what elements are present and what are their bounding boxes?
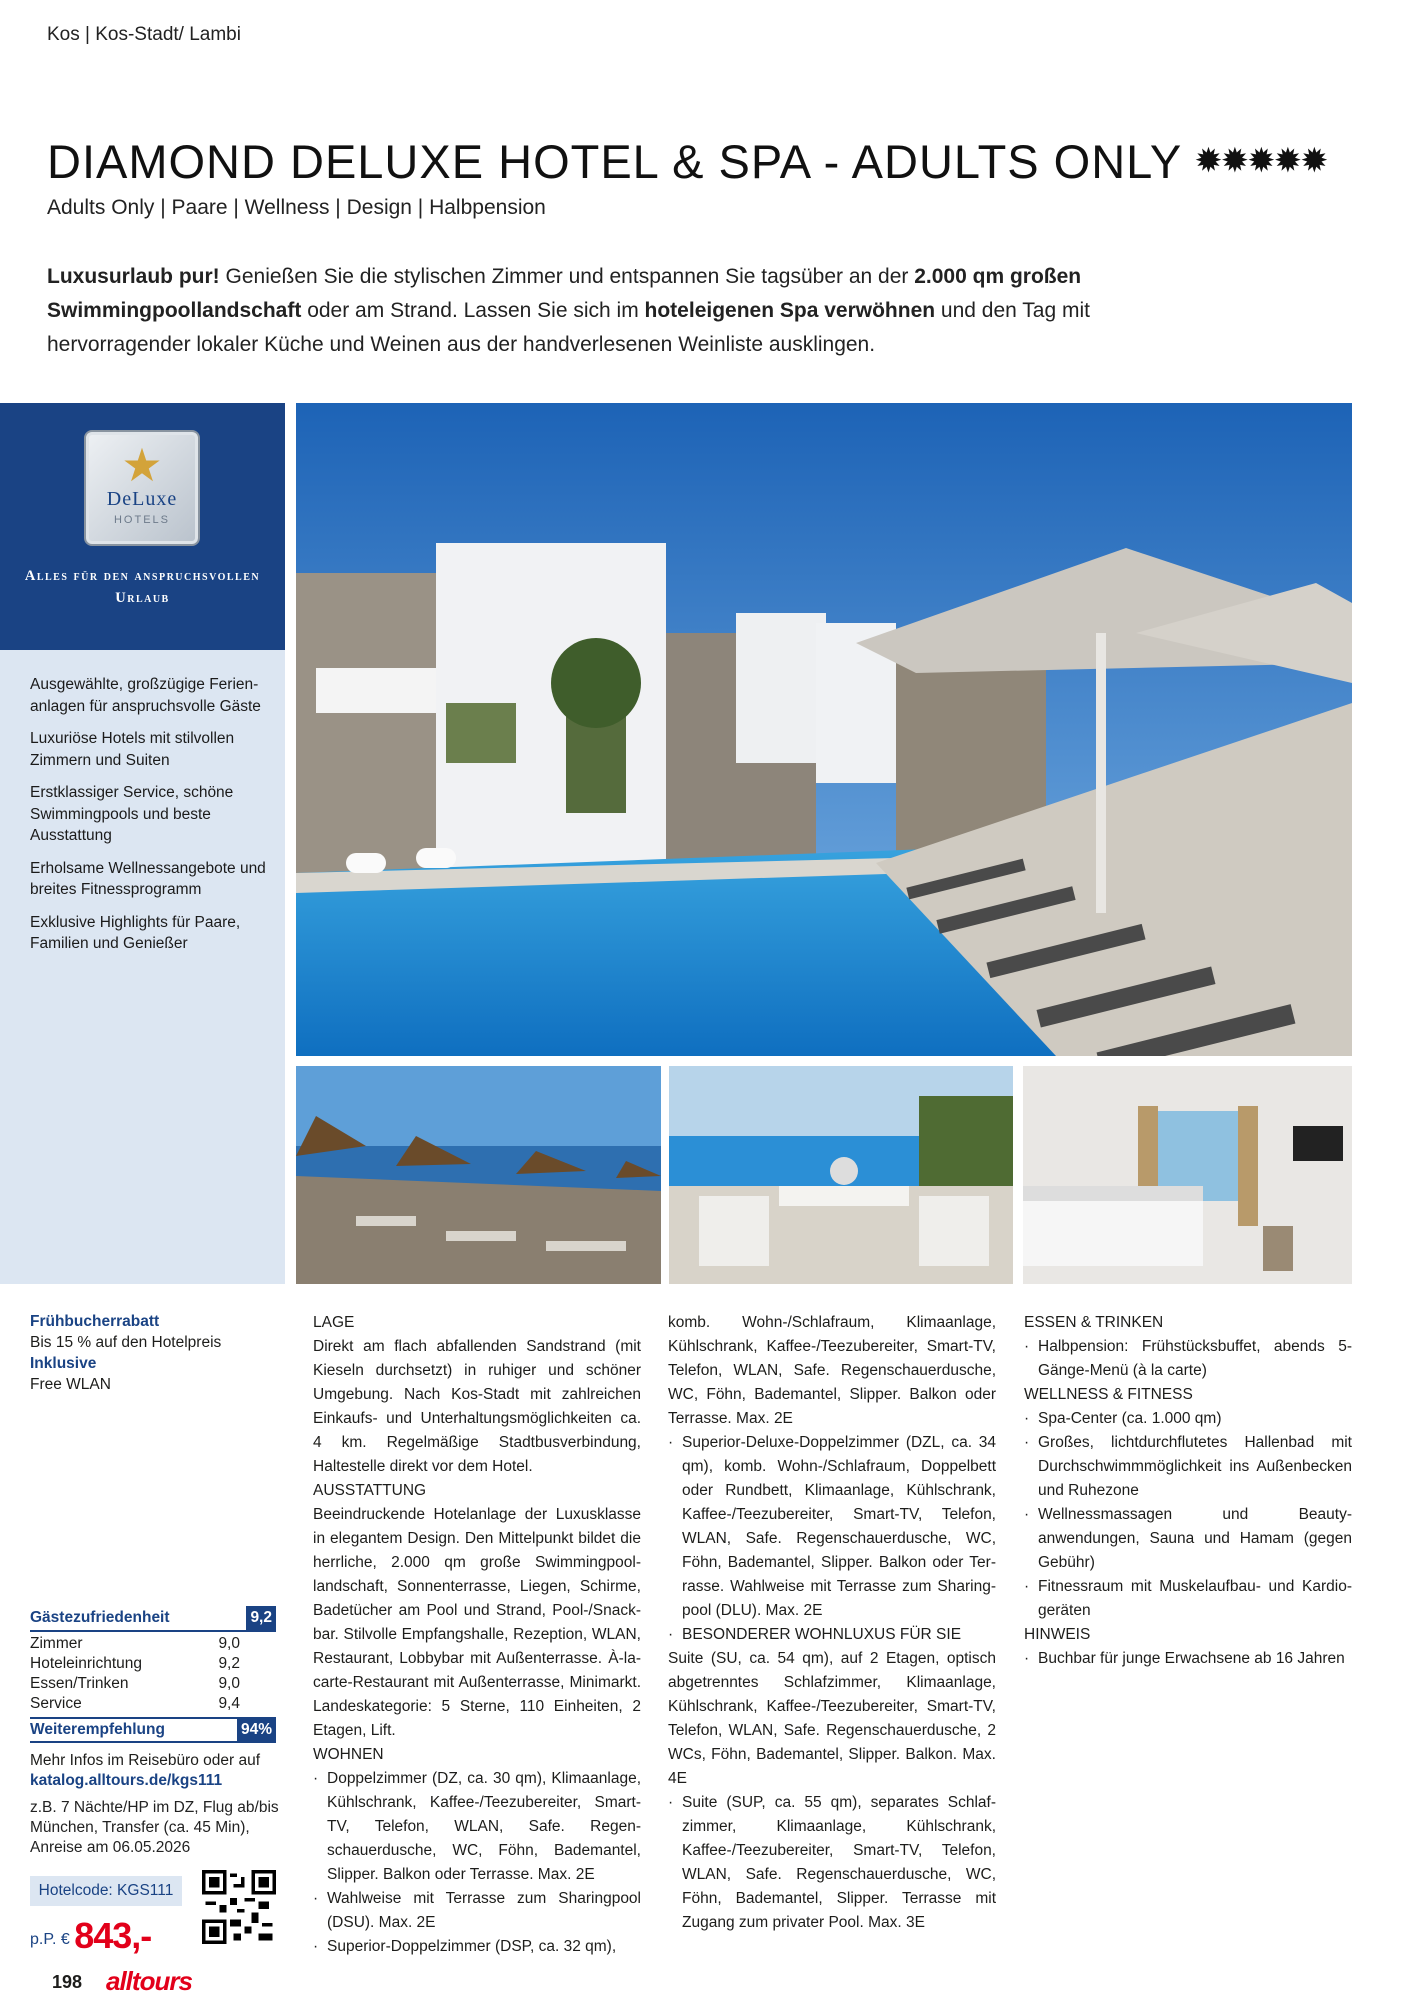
ausstattung-text: Beeindruckende Hotelanlage der Luxusklasse in elegantem Design. Den Mittelpunkt bildet die herrliche, 2.000 qm große Swimmingpoollandschaft, Sonnenterrasse, Liegen, Schirme, Badetücher am Pool und Strand, Pool-/Snackbar. Stilvolle Empfangshalle, Rezeption, WLAN, Restaurant, Lobbybar mit Außenterrasse. À-la-carte-Restaurant mit Außenterrasse, Minimarkt. Landeskategorie: 5 Sterne, 110 Einheiten, 2 Etagen, Lift. — [313, 1506, 641, 1739]
recommend-label: Weiterempfehlung — [30, 1721, 165, 1738]
recommend-value: 94% — [237, 1719, 276, 1741]
hinweis-item: · Buchbar für junge Erwachsene ab 16 Jahren — [1024, 1647, 1352, 1671]
rating-row — [30, 1654, 276, 1674]
section-heading-wohnen: WOHNEN — [313, 1746, 384, 1763]
intro-text-1: Genießen Sie die stylischen Zimmer und entspannen Sie tagsüber an der — [219, 265, 915, 288]
details-column-2 — [668, 1311, 996, 1935]
feature-item: Exklusive Highlights für Paare, Familien und Genießer — [30, 913, 241, 952]
wellness-item: · Wellnessmassagen und Beautyanwendungen, Sauna und Hamam (gegen Gebühr) — [1024, 1503, 1352, 1575]
room-item: · Doppelzimmer (DZ, ca. 30 qm), Klimaanlage, Kühlschrank, Kaffee-/Teezubereiter, Smart-TV, Telefon, WLAN, Safe. Regenschauerdusche, WC, Föhn, Bademantel, Slipper. Balkon oder Terrasse. Max. 2E — [313, 1767, 641, 1887]
suite-item: Suite (SU, ca. 54 qm), auf 2 Etagen, optisch abgetrenntes Schlafzimmer, Klimaanlage, Kühlschrank, Kaffee-/Teezubereiter, Smart-TV, Telefon, WLAN, Safe. Regenschauerdusche, 2 WCs, Föhn, Bademantel, Slipper. Balkon. Max. 4E — [668, 1650, 996, 1787]
hotel-code: Hotelcode: KGS111 — [30, 1876, 182, 1906]
inclusive-text: Free WLAN — [30, 1376, 111, 1393]
rating-value: 9,0 — [218, 1635, 240, 1652]
more-info — [30, 1751, 280, 1791]
intro-text-2: oder am Strand. Lassen Sie sich im — [301, 299, 645, 322]
deluxe-logo-name: DeLuxe — [106, 488, 178, 510]
room-item: · Superior-Doppelzimmer (DSP, ca. 32 qm), — [313, 1935, 641, 1959]
qr-code-icon[interactable] — [202, 1870, 276, 1944]
rating-row — [30, 1634, 276, 1654]
price-prefix: p.P. € — [30, 1931, 70, 1948]
inclusive-title: Inklusive — [30, 1355, 97, 1372]
section-heading-essen: ESSEN & TRINKEN — [1024, 1314, 1164, 1331]
ratings-title: Gästezufriedenheit — [30, 1609, 170, 1626]
star-icon: ★ — [121, 439, 163, 491]
section-heading-luxus: · BESONDERER WOHNLUXUS FÜR SIE — [668, 1623, 996, 1647]
alltours-logo: alltours — [106, 1966, 192, 1996]
price-value: 843,- — [74, 1915, 152, 1956]
room-item-continued: komb. Wohn-/Schlafraum, Klimaanlage, Kühlschrank, Kaffee-/Teezubereiter, Smart-TV, Telefon, WLAN, Safe. Regenschauerdusche, WC, Föhn, Bademantel, Slipper. Balkon oder Terrasse. Max. 2E — [668, 1314, 996, 1427]
hotel-name: DIAMOND DELUXE HOTEL & SPA - ADULTS ONLY — [47, 135, 1183, 188]
intro-text-3: und den Tag mit hervorragender lokaler Küche und Weinen aus der handverlesenen Weinliste ausklingen. — [47, 299, 1090, 356]
section-heading-wellness: WELLNESS & FITNESS — [1024, 1386, 1193, 1403]
section-heading-lage: LAGE — [313, 1314, 355, 1331]
rating-row — [30, 1674, 276, 1694]
rating-label: Service — [30, 1695, 82, 1712]
wellness-item: · Fitnessraum mit Muskelaufbau- und Kardiogeräten — [1024, 1575, 1352, 1623]
rating-label: Zimmer — [30, 1635, 83, 1652]
room-item: · Superior-Deluxe-Doppelzimmer (DZL, ca. 34 qm), komb. Wohn-/Schlafraum, Doppelbett oder Rundbett, Klimaanlage, Kühlschrank, Kaffee-/Teezubereiter, Smart-TV, Telefon, WLAN, Safe. Regenschauerdusche, WC, Föhn, Bademantel, Slipper. Balkon oder Terrasse. Wahlweise mit Terrasse zum Sharingpool (DLU). Max. 2E — [668, 1431, 996, 1623]
rating-label: Hoteleinrichtung — [30, 1655, 143, 1672]
wellness-item: · Spa-Center (ca. 1.000 qm) — [1024, 1407, 1352, 1431]
suite-item: · Suite (SUP, ca. 55 qm), separates Schlafzimmer, Klimaanlage, Kühlschrank, Kaffee-/Teezubereiter, Smart-TV, Telefon, WLAN, Safe. Regenschauerdusche, WC, Föhn, Bademantel, Slipper. Terrasse mit Zugang zum privater Pool. Max. 3E — [668, 1791, 996, 1935]
price-example: z.B. 7 Nächte/HP im DZ, Flug ab/bis München, Transfer (ca. 45 Min), Anreise am 06.05.2026 — [30, 1799, 279, 1856]
star-rating: ✹✹✹✹✹ — [1194, 142, 1327, 180]
terrace-photo — [669, 1066, 1013, 1284]
page-number: 198 — [52, 1972, 83, 1992]
section-heading-hinweis: HINWEIS — [1024, 1626, 1091, 1643]
guest-ratings — [30, 1606, 276, 1743]
deluxe-logo-sub: HOTELS — [113, 514, 170, 526]
room-photo — [1023, 1066, 1352, 1284]
section-heading-ausstattung: AUSSTATTUNG — [313, 1482, 427, 1499]
intro-text — [47, 260, 1117, 362]
beach-photo — [296, 1066, 661, 1284]
details-column-3 — [1024, 1311, 1352, 1671]
rating-value: 9,4 — [218, 1695, 240, 1712]
intro-bold-3: hoteleigenen Spa verwöhnen — [644, 299, 936, 322]
intro-bold-1: Luxusurlaub pur! — [47, 265, 220, 288]
essen-item: · Halbpension: Frühstücksbuffet, abends 5-Gänge-Menü (à la carte) — [1024, 1335, 1352, 1383]
feature-item: Erstklassiger Service, schöne Swimmingpools und beste Ausstattung — [30, 784, 234, 844]
hotel-tags: Adults Only | Paare | Wellness | Design | Halbpension — [47, 196, 546, 219]
hotel-pool-photo — [296, 403, 1352, 1056]
rating-value: 9,0 — [218, 1675, 240, 1692]
deluxe-features — [0, 650, 285, 1284]
more-info-text: Mehr Infos im Reisebüro oder auf — [30, 1752, 261, 1769]
feature-item: Luxuriöse Hotels mit stilvollen Zimmern und Suiten — [30, 730, 235, 769]
details-column-1 — [313, 1311, 641, 1959]
feature-item: Ausgewählte, großzügige Ferienanlagen für anspruchsvolle Gäste — [30, 676, 261, 715]
price — [30, 1915, 151, 1957]
rating-value: 9,2 — [218, 1655, 240, 1672]
wellness-item: · Großes, lichtdurchflutetes Hallenbad mit Durchschwimmmöglichkeit ins Außenbecken und Ruhezone — [1024, 1431, 1352, 1503]
room-item: · Wahlweise mit Terrasse zum Sharingpool (DSU). Max. 2E — [313, 1887, 641, 1935]
breadcrumb: Kos | Kos-Stadt/ Lambi — [47, 24, 241, 45]
deluxe-hotels-logo — [84, 430, 200, 546]
lage-text: Direkt am flach abfallenden Sandstrand (mit Kieseln durchsetzt) in ruhiger und schöner Umgebung. Nach Kos-Stadt mit zahlreichen Einkaufs- und Unterhaltungsmöglichkeiten ca. 4 km. Regelmäßige Stadtbusverbindung, Haltestelle direkt vor dem Hotel. — [313, 1338, 641, 1475]
booking-info — [30, 1311, 280, 1395]
rating-label: Essen/Trinken — [30, 1675, 129, 1692]
feature-item: Erholsame Wellnessangebote und breites Fitnessprogramm — [30, 859, 266, 898]
ratings-total: 9,2 — [246, 1606, 276, 1630]
catalog-link[interactable]: katalog.alltours.de/kgs111 — [30, 1772, 223, 1789]
early-booking-text: Bis 15 % auf den Hotelpreis — [30, 1334, 222, 1351]
rating-row — [30, 1694, 276, 1714]
deluxe-tagline: Alles für den anspruchsvollen Urlaub — [24, 568, 261, 606]
early-booking-title: Frühbucherrabatt — [30, 1313, 160, 1330]
page-title — [47, 134, 1327, 189]
intro-bold-2: 2.000 qm großen Swimmingpoollandschaft — [47, 265, 1082, 322]
